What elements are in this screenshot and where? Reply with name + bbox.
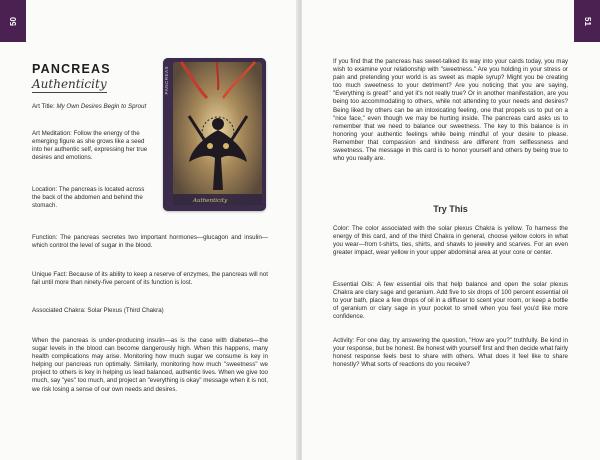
art-meditation-paragraph [32, 130, 154, 162]
art-title-paragraph [32, 103, 154, 111]
activity-label: Activity: [333, 337, 355, 344]
location-paragraph [32, 186, 154, 210]
unique-fact-text: Because of its ability to keep a reserve of enzymes, the pancreas will not fail until more than ninety-five percent of its function is lost. [32, 271, 268, 287]
activity-text: For one day, try answering the question, "How are you?" truthfully. Be kind in your response, but be honest. Be honest with yourself first and then decide what fairly honest response feels best to share with others. What does it feel like to share honestly? What sorts of reactions do you receive? [333, 337, 568, 369]
art-title-label: Art Title: [32, 103, 55, 110]
function-paragraph [32, 234, 268, 250]
art-meditation-text: Follow the energy of the emerging figure as she grows like a seed into her authentic self, expressing her true desires and emotions. [32, 130, 148, 162]
try-this-heading: Try This [433, 204, 468, 214]
activity-paragraph [333, 337, 568, 369]
art-title-value: My Own Desires Begin to Sprout [56, 103, 147, 110]
essential-oils-paragraph [333, 281, 568, 321]
location-label: Location: [32, 186, 58, 193]
closing-paragraph: When the pancreas is under-producing insulin—as is the case with diabetes—the sugar levels in the blood can become dangerously high. When this happens, many health complications may arise. Monitoring how much sugar we consume is key in helping our pancreas run optimally. Similarly, monitoring how much "sweetness" we project to others is key in helping us lead balanced, authentic lives. When we give too much, say "yes" too much, and project an "everything is okay" message when it is not, we risk losing a sense of our own needs and desires. [32, 337, 268, 393]
page-title: PANCREAS [32, 62, 111, 76]
oracle-card-image [163, 58, 266, 211]
essential-oils-label: Essential Oils: [333, 281, 374, 288]
associated-chakra-text: Solar Plexus (Third Chakra) [87, 307, 164, 314]
page-number-left: 50 [8, 16, 18, 26]
page-number-tab-right [574, 0, 600, 42]
function-label: Function: [32, 234, 58, 241]
location-text: The pancreas is located across the back of the abdomen and behind the stomach. [32, 186, 145, 210]
page-number-right: 51 [582, 16, 592, 26]
essential-oils-text: A few essential oils that help balance and open the solar plexus Chakra are clary sage and geranium. Add five to six drops of 100 percent essential oil to your bath, place a few drops of oil in a diffuser to scent your room, or keep a bottle of geranium or clary sage in your pocket to smell when you feel you'd like more confidence. [333, 281, 568, 321]
associated-chakra-paragraph [32, 307, 268, 315]
color-label: Color: [333, 225, 350, 232]
intro-paragraph: If you find that the pancreas has sweet-talked its way into your cards today, you may wish to examine your relationship with "sweetness." Are you holding in your stress or pain and pretending your world is as sweet as maple syrup? Might you be creating too much sweetness to your detriment? Are you noticing that you are saying, "Everything is great!" and yet it's not really true? Or in another manifestation, are you being too accommodating to others, while not attending to your needs and desires? Being liked by others can be an intoxicating feeling, one that propels us to put on a "nice face," even though we may be hurting inside. The pancreas card asks us to remember that we need to balance our sweetness. The key to this balance is in honoring your authentic feelings while being mindful of your desire to please. Remember that compassion and kindness are different from selflessness and sweetness. The message in this card is to honor yourself and others by being true to who you really are. [333, 58, 568, 163]
card-caption: Authenticity [193, 198, 228, 204]
card-side-label: PANCREAS [164, 66, 169, 95]
card-artwork [163, 58, 266, 211]
function-text: The pancreas secretes two important hormones—glucagon and insulin—which control the level of sugar in the blood. [32, 234, 268, 250]
art-meditation-label: Art Meditation: [32, 130, 72, 137]
left-page [0, 0, 298, 460]
color-paragraph [333, 225, 568, 257]
associated-chakra-label: Associated Chakra: [32, 307, 86, 314]
unique-fact-paragraph [32, 271, 268, 287]
unique-fact-label: Unique Fact: [32, 271, 68, 278]
color-text: The color associated with the solar plexus Chakra is yellow. To harness the energy of this card, and of the third Chakra in general, choose yellow colors in what you wear—from t-shirts, ties, shirts, and shawls to jewelry and scarves. For an even greater impact, wear yellow in your upper abdominal area at your core or center. [333, 225, 568, 257]
page-number-tab-left [0, 0, 26, 42]
page-subtitle: Authenticity [32, 77, 107, 91]
